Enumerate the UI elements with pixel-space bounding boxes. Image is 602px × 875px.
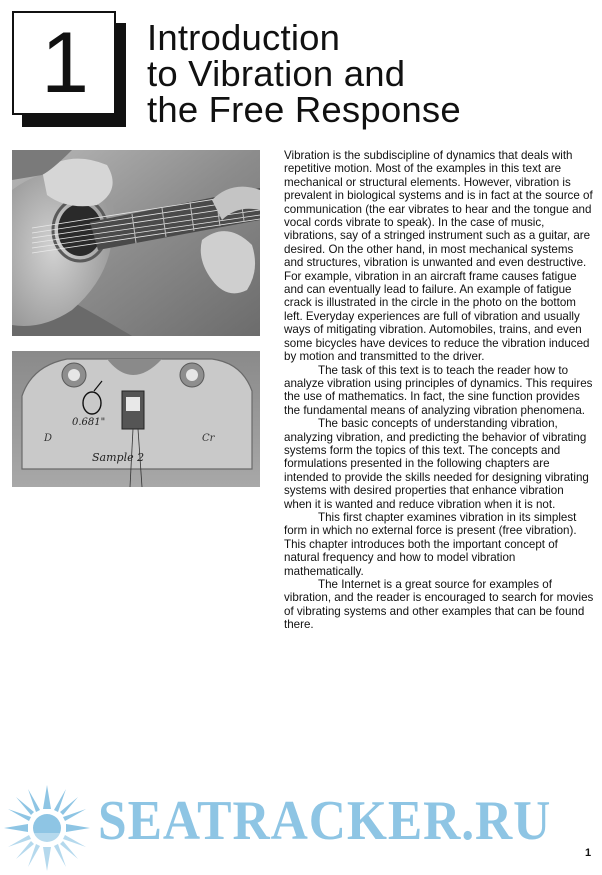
chapter-title	[147, 17, 587, 130]
chapter-title-line: the Free Response	[147, 89, 461, 130]
body-paragraph: The Internet is a great source for examples of vibration, and the reader is encouraged to search for movies of vibrating systems and other examples that can be found there.	[284, 578, 594, 632]
chapter-number: 1	[41, 15, 87, 111]
watermark-text: SEATRACKER.RU	[98, 790, 552, 852]
chapter-title-line: Introduction	[147, 17, 341, 58]
body-paragraph: This first chapter examines vibration in its simplest form in which no external force is present (free vibration). This chapter introduces both the important concept of natural frequency and how to model vibration mathematically.	[284, 510, 577, 578]
page-number: 1	[585, 847, 592, 859]
body-text	[284, 149, 594, 632]
body-paragraph: The task of this text is to teach the reader how to analyze vibration using principles of dynamics. This requires the use of mathematics. In fact, the sine function provides the fundamental means of analyzing vibration phenomena.	[284, 363, 593, 417]
fatigue-crack-photo	[12, 351, 260, 487]
guitar-photo	[12, 150, 260, 336]
chapter-number-box	[12, 11, 116, 115]
fatigue-crack-photo-icon	[12, 351, 260, 487]
crack-sample-label: Sample 2	[92, 451, 145, 464]
chapter-title-line: to Vibration and	[147, 53, 406, 94]
body-paragraph: The basic concepts of understanding vibration, analyzing vibration, and predicting the behavior of vibrating systems form the topics of this text. The concepts and formulations presented in the following chapters are intended to provide the skills needed for designing vibrating systems with desired properties that enhance vibration when it is wanted and reduce vibration when it is not.	[284, 417, 589, 511]
crack-left-mark: D	[44, 433, 53, 444]
crack-right-mark: Cr	[202, 433, 215, 444]
watermark	[0, 785, 602, 875]
body-paragraph: Vibration is the subdiscipline of dynamics that deals with repetitive motion. Most of the examples in this text are mechanical or structural elements. However, vibration is prevalent in biological systems and is in fact at the source of communication (the ear vibrates to hear and the tongue and vocal cords vibrate to speak). In the case of music, vibrations, say of a stringed instrument such as a guitar, are desired. On the other hand, in most mechanical systems and structures, vibration is unwanted and even destructive. For example, vibration in an aircraft frame causes fatigue and can eventually lead to failure. An example of fatigue crack is illustrated in the circle in the photo on the bottom left. Everyday experiences are full of vibration and usually ways of mitigating vibration. Automobiles, trains, and even some bicycles have devices to reduce the vibration induced by motion and transmitted to the driver.	[284, 149, 593, 364]
sun-icon	[4, 785, 90, 871]
crack-measurement-label: 0.681"	[72, 417, 106, 428]
guitar-photo-icon	[12, 150, 260, 336]
